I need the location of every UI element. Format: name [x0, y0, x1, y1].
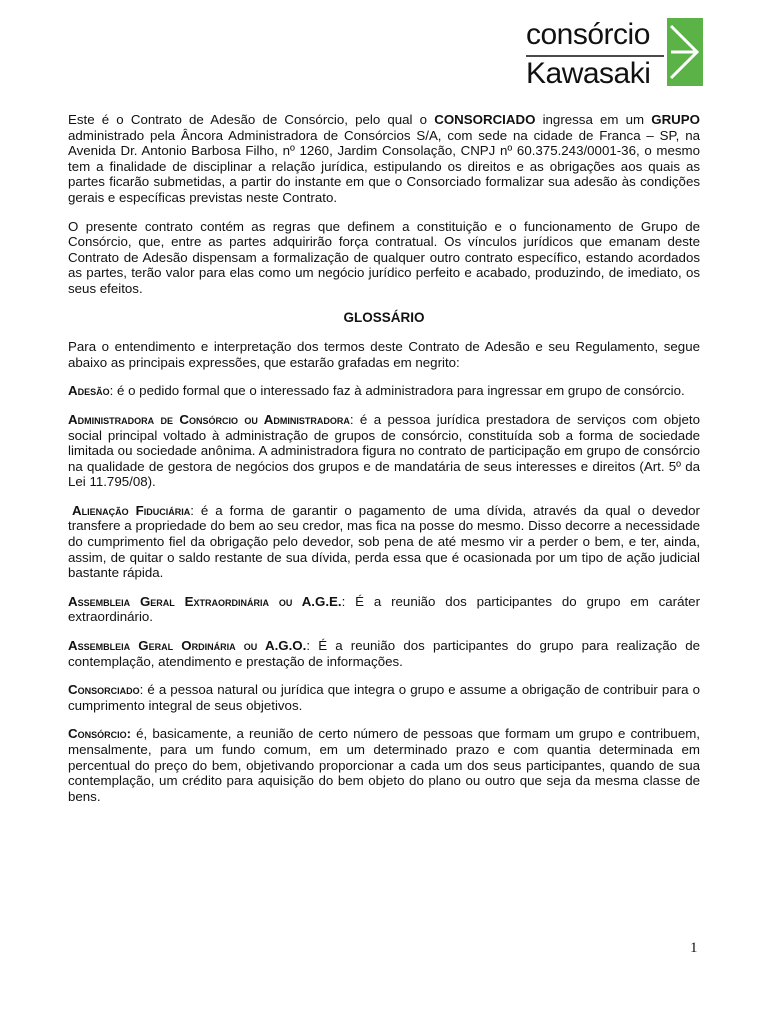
glossary-entry-consorciado [68, 682, 700, 713]
glossary-term: Assembleia Geral Ordinária ou A.G.O. [68, 638, 307, 654]
glossary-entry-ago [68, 638, 700, 669]
intro-bold-grupo: GRUPO [651, 112, 700, 127]
glossary-definition: : É a reunião dos participantes do grupo em caráter extraordinário. [68, 593, 701, 625]
glossary-entry-age [68, 594, 700, 625]
glossary-definition: : É a reunião dos participantes do grupo para realização de contemplação, atendimento e prestação de informações. [68, 638, 700, 669]
intro-text: administrado pela Âncora Administradora de Consórcios S/A, com sede na cidade de Franca – SP, na Avenida Dr. Antonio Barbosa Filho, nº 1260, Jardim Consolação, CNPJ nº 60.375.243/0001-36, o mesmo tem a finalidade de disciplinar a relação jurídica, estipulando os direitos e as obrigações aos quais as partes ficarão submetidas, a partir do instante em que o Consorciado formalizar sua adesão às condições gerais e específicas previstas neste Contrato. [68, 127, 700, 205]
glossary-term: Alienação Fiduciária [72, 502, 191, 518]
glossary-definition: : é a pessoa jurídica prestadora de serviços com objeto social principal voltado à administração de grupos de consórcio, constituída sob a forma de sociedade limitada ou sociedade anônima. A administradora figura no contrato de participação em grupo de consórcio na qualidade de gestora de negócios dos grupos e de mandatária de seus interesses e direitos (Art. 5º da Lei 11.795/08). [68, 411, 700, 490]
glossary-entry-consorcio [68, 726, 700, 804]
glossary-definition: : é o pedido formal que o interessado faz à administradora para ingressar em grupo de consórcio. [109, 383, 685, 399]
logo-arrow-icon [667, 18, 703, 86]
glossary-definition: é, basicamente, a reunião de certo número de pessoas que formam um grupo e contribuem, mensalmente, para um fundo comum, em um determinado prazo e com quantia determinada em percentual do preço do bem, objetivando proporcionar a cada um dos seus participantes, quando de sua contemplação, um crédito para aquisição do bem objeto do plano ou outro que seja da mesma classe de bens. [68, 726, 700, 804]
glossary-term: Consorciado [68, 682, 140, 698]
glossary-entry-administradora [68, 412, 700, 490]
logo-line2: Kawasaki [526, 57, 651, 90]
glossary-intro: Para o entendimento e interpretação dos termos deste Contrato de Adesão e seu Regulamento, segue abaixo as principais expressões, que estarão grafadas em negrito: [68, 339, 700, 370]
page-number: 1 [690, 940, 698, 956]
glossary-term: Administradora de Consórcio ou Administradora [68, 411, 350, 427]
glossary-definition: : é a forma de garantir o pagamento de uma dívida, através da qual o devedor transfere a propriedade do bem ao seu credor, mas fica na posse do mesmo. Disso decorre a necessidade do cumprimento fiel da obrigação pelo devedor, sob pena de até mesmo vir a perder o bem, e ter, ainda, assim, de quitar o saldo restante de sua dívida, perda essa que é ocasionada por um tipo de ação judicial bastante rápida. [68, 502, 700, 581]
glossary-term: Assembleia Geral Extraordinária ou A.G.E. [68, 593, 342, 609]
intro-text: Este é o Contrato de Adesão de Consórcio, pelo qual o [68, 112, 435, 127]
intro-text: ingressa em um [535, 112, 652, 127]
glossary-entry-alienacao [68, 503, 700, 581]
intro-bold-consorciado: CONSORCIADO [434, 112, 536, 127]
glossary-entry-adesao [68, 383, 700, 399]
consorcio-kawasaki-logo [522, 14, 704, 90]
glossary-definition: : é a pessoa natural ou jurídica que integra o grupo e assume a obrigação de contribuir para o cumprimento integral de seus objetivos. [68, 682, 700, 713]
glossary-term: Consórcio: [68, 726, 132, 742]
intro-paragraph-2: O presente contrato contém as regras que definem a constituição e o funcionamento de Grupo de Consórcio, que, entre as partes adquirirão força contratual. Os vínculos jurídicos que emanam deste Contrato de Adesão dispensam a formalização de qualquer outro contrato específico, estando acordados as partes, terão valor para elas como um negócio jurídico perfeito e acabado, produzindo, de imediato, os seus efeitos. [68, 218, 700, 296]
intro-paragraph-1 [68, 112, 700, 206]
logo-line1: consórcio [526, 18, 650, 51]
contract-body [68, 112, 700, 817]
glossary-term: Adesão [68, 383, 110, 399]
glossary-title: GLOSSÁRIO [343, 309, 425, 325]
